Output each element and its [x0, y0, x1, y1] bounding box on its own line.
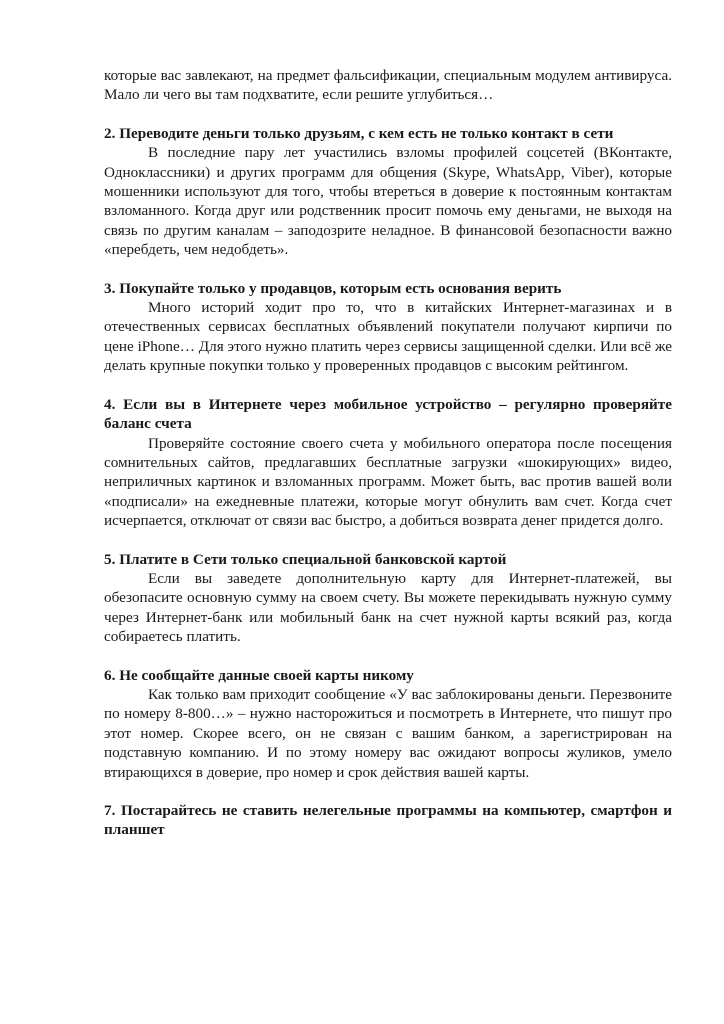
document-page	[104, 66, 672, 840]
section-heading: 4. Если вы в Интернете через мобильное устройство – регулярно проверяйте баланс счета	[104, 395, 672, 433]
section-paragraph: Если вы заведете дополнительную карту для Интернет-платежей, вы обезопасите основную сумму на своем счету. Вы можете перекидывать нужную сумму через Интернет-банк или мобильный банк на счет нужной карты всякий раз, когда собираетесь платить.	[104, 569, 672, 646]
section-6	[104, 666, 672, 782]
section-paragraph: В последние пару лет участились взломы профилей соцсетей (ВКонтакте, Одноклассники) и других программ для общения (Skype, WhatsApp, Viber), которые мошенники используют для того, чтобы втереться в доверие к постоянным контактам взломанного. Когда друг или родственник просит помочь ему деньгами, не выходя на связь по другим каналам – заподозрите неладное. В финансовой безопасности важно «перебдеть, чем недобдеть».	[104, 144, 672, 259]
section-heading: 6. Не сообщайте данные своей карты никому	[104, 666, 414, 684]
section-heading: 7. Постарайтесь не ставить нелегельные программы на компьютер, смартфон и планшет	[104, 802, 672, 839]
section-3	[104, 279, 672, 376]
section-2	[104, 124, 672, 260]
section-paragraph: Как только вам приходит сообщение «У вас заблокированы деньги. Перезвоните по номеру 8-800…» – нужно насторожиться и посмотреть в Интернете, что пишут про этот номер. Скорее всего, он не связан с вашим банком, а зарегистрирован на подставную компанию. И по этому номеру вас ожидают вопросы жуликов, умело втирающихся в доверие, про номер и срок действия вашей карты.	[104, 685, 672, 781]
section-paragraph: Проверяйте состояние своего счета у мобильного оператора после посещения сомнительных сайтов, предлагавших бесплатные загрузки «шокирующих» видео, неприличных картинок и взломанных программ. Может быть, вас против вашей воли «подписали» на ежедневные платежи, которые могут обнулить вам счет. Когда счет исчерпается, отключат от связи вас быстро, а добиться возврата денег придется долго.	[104, 434, 672, 530]
intro-paragraph: которые вас завлекают, на предмет фальсификации, специальным модулем антивируса. Мало ли чего вы там подхватите, если решите углубиться…	[104, 67, 672, 104]
section-7	[104, 801, 672, 840]
section-4	[104, 395, 672, 531]
section-heading: 3. Покупайте только у продавцов, которым есть основания верить	[104, 279, 562, 297]
section-heading: 2. Переводите деньги только друзьям, с кем есть не только контакт в сети	[104, 124, 614, 142]
section-5	[104, 550, 672, 647]
section-paragraph: Много историй ходит про то, что в китайских Интернет-магазинах и в отечественных сервисах бесплатных объявлений покупатели получают кирпичи по цене iPhone… Для этого нужно платить через сервисы защищенной сделки. Или всё же делать крупные покупки только у проверенных продавцов с высоким рейтингом.	[104, 299, 672, 375]
section-heading: 5. Платите в Сети только специальной банковской картой	[104, 550, 507, 568]
